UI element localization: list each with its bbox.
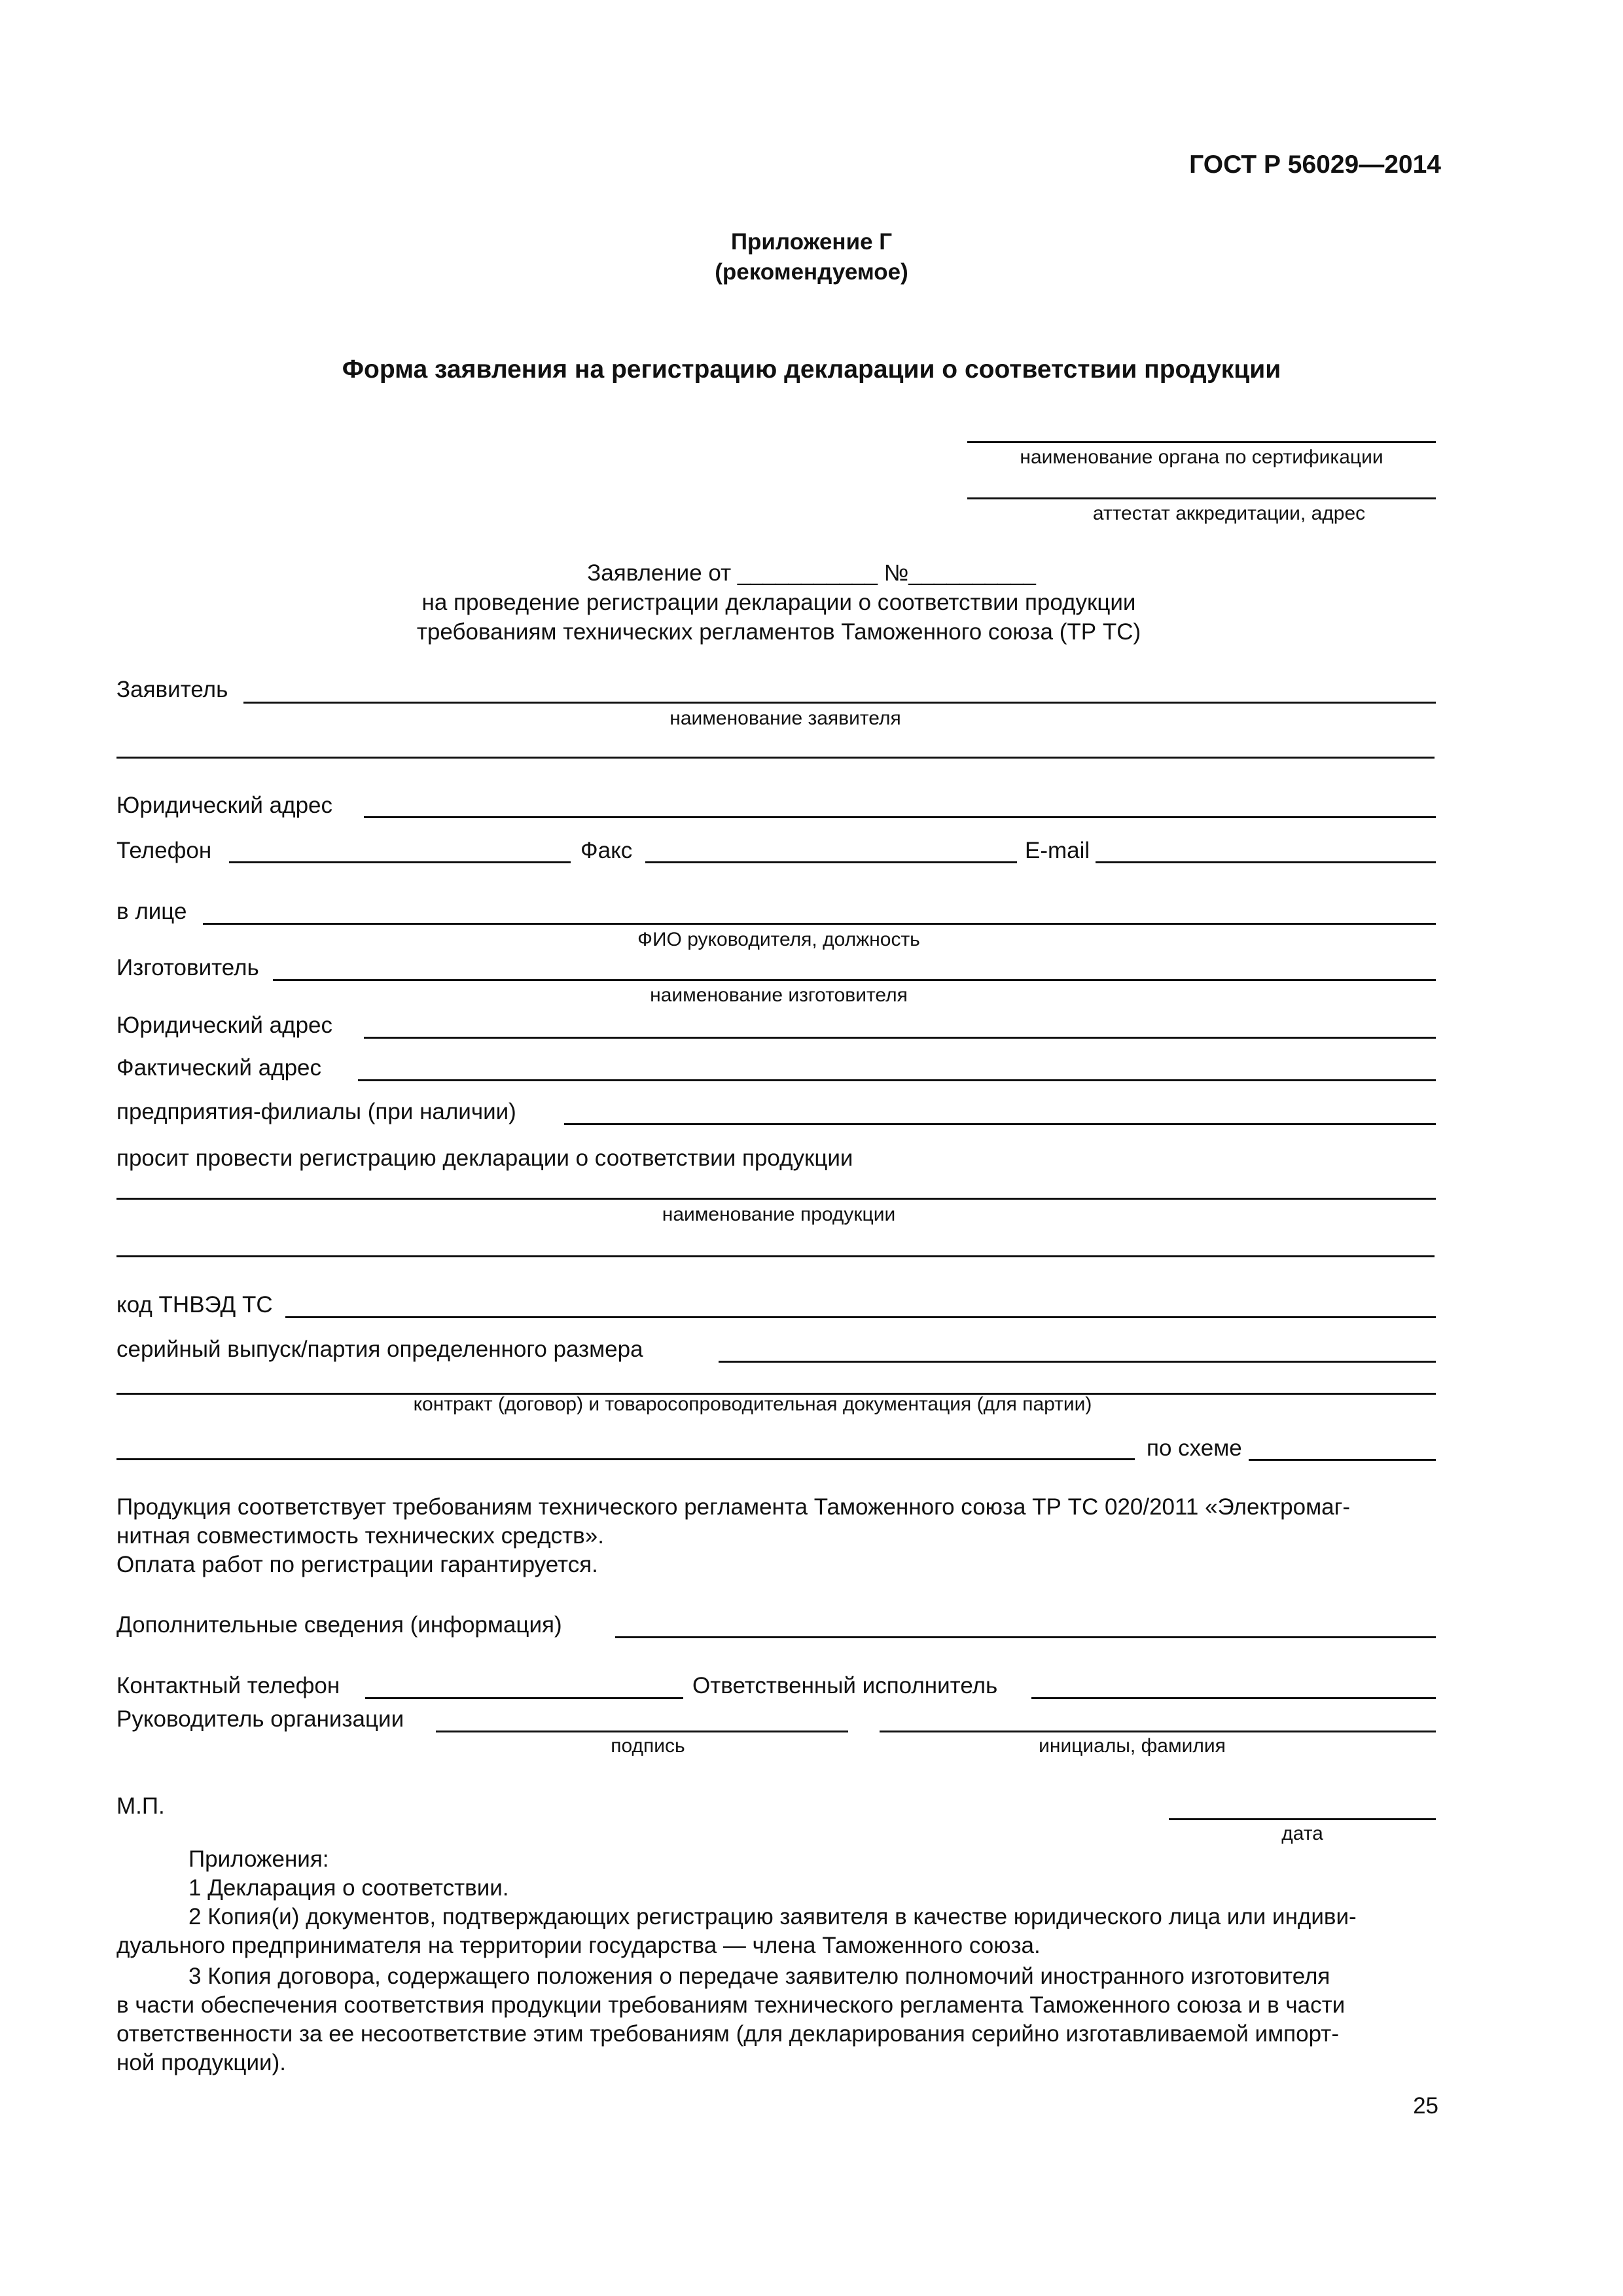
serial-batch-line: [719, 1361, 1436, 1363]
fax-label: Факс: [580, 838, 633, 863]
tnved-code-label: код ТНВЭД ТС: [116, 1292, 273, 1318]
applicant-name-field[interactable]: [243, 678, 1436, 700]
contact-phone-line: [365, 1697, 683, 1699]
branches-field[interactable]: [564, 1100, 1436, 1122]
application-date-number: Заявление от ___________ №__________: [587, 560, 1036, 586]
attachment-item-3-line-3: ответственности за ее несоответствие этим требованиям (для декларирования серийно изготавливаемой импорт-: [116, 2021, 1339, 2047]
tnved-code-line: [285, 1316, 1436, 1318]
attachment-item-2-line-1: 2 Копия(и) документов, подтверждающих регистрацию заявителя в качестве юридического лица или индиви-: [188, 1904, 1357, 1929]
scheme-label: по схеме: [1147, 1435, 1242, 1461]
applicant-name-line-2: [116, 757, 1435, 759]
applicant-name-caption: наименование заявителя: [669, 708, 901, 729]
certification-body-caption: наименование органа по сертификации: [1020, 446, 1383, 468]
represented-by-field[interactable]: [203, 900, 1436, 922]
product-name-line: [116, 1198, 1436, 1200]
fax-field[interactable]: [645, 838, 1017, 861]
applicant-legal-address-field[interactable]: [364, 793, 1436, 816]
manufacturer-legal-address-label: Юридический адрес: [116, 1013, 333, 1038]
manufacturer-legal-address-line: [364, 1037, 1436, 1039]
payment-guarantee-text: Оплата работ по регистрации гарантируется.: [116, 1552, 598, 1577]
additional-info-line: [615, 1636, 1436, 1638]
manufacturer-actual-address-label: Фактический адрес: [116, 1055, 322, 1081]
applicant-name-field-2[interactable]: [116, 734, 1435, 757]
product-name-line-2: [116, 1255, 1435, 1257]
scheme-line: [1249, 1459, 1436, 1461]
product-name-field-2[interactable]: [116, 1233, 1435, 1255]
accreditation-line: [967, 497, 1436, 499]
phone-field[interactable]: [229, 838, 571, 861]
branches-line: [564, 1123, 1436, 1125]
fax-line: [645, 861, 1017, 863]
attachment-item-3-line-2: в части обеспечения соответствия продукции требованиям технического регламента Таможенного союза и в части: [116, 1992, 1346, 2018]
manufacturer-name-line: [273, 979, 1436, 981]
branches-label: предприятия-филиалы (при наличии): [116, 1099, 516, 1124]
manufacturer-legal-address-field[interactable]: [364, 1014, 1436, 1036]
accreditation-caption: аттестат аккредитации, адрес: [1092, 503, 1366, 524]
initials-surname-line: [880, 1731, 1436, 1732]
form-title: Форма заявления на регистрацию декларации о соответствии продукции: [342, 355, 1281, 384]
contract-line-2: [116, 1458, 1135, 1460]
email-line: [1096, 861, 1436, 863]
responsible-person-label: Ответственный исполнитель: [692, 1673, 998, 1698]
product-name-caption: наименование продукции: [662, 1204, 896, 1225]
contract-field[interactable]: [116, 1371, 1436, 1393]
contract-caption: контракт (договор) и товаросопроводительная документация (для партии): [413, 1393, 1092, 1415]
phone-label: Телефон: [116, 838, 212, 863]
manufacturer-name-caption: наименование изготовителя: [650, 984, 908, 1006]
contact-phone-label: Контактный телефон: [116, 1673, 340, 1698]
initials-surname-field[interactable]: [880, 1708, 1436, 1730]
responsible-person-line: [1031, 1697, 1436, 1699]
organization-head-label: Руководитель организации: [116, 1706, 404, 1732]
compliance-text-line-2: нитная совместимость технических средств».: [116, 1523, 604, 1549]
standard-number: ГОСТ Р 56029—2014: [1189, 151, 1441, 179]
page-number: 25: [1413, 2093, 1438, 2119]
attachment-item-2-line-2: дуального предпринимателя на территории государства — члена Таможенного союза.: [116, 1933, 1041, 1958]
product-name-field[interactable]: [116, 1175, 1436, 1197]
attachments-heading: Приложения:: [188, 1846, 329, 1872]
applicant-name-line: [243, 702, 1436, 704]
attachment-item-3-line-1: 3 Копия договора, содержащего положения о передаче заявителю полномочий иностранного изготовителя: [188, 1964, 1330, 1989]
signature-caption: подпись: [611, 1735, 685, 1757]
application-subject: на проведение регистрации декларации о соответствии продукции: [421, 590, 1136, 615]
serial-batch-field[interactable]: [719, 1338, 1436, 1360]
compliance-text-line-1: Продукция соответствует требованиям технического регламента Таможенного союза ТР ТС 020/2011 «Электромаг-: [116, 1494, 1351, 1520]
represented-by-caption: ФИО руководителя, должность: [637, 929, 920, 950]
additional-info-field[interactable]: [615, 1613, 1436, 1636]
initials-surname-caption: инициалы, фамилия: [1039, 1735, 1226, 1757]
registration-request-text: просит провести регистрацию декларации о соответствии продукции: [116, 1145, 853, 1171]
certification-body-field[interactable]: [967, 419, 1436, 441]
tnved-code-field[interactable]: [285, 1293, 1436, 1316]
annex-status: (рекомендуемое): [715, 259, 908, 285]
accreditation-field[interactable]: [967, 475, 1436, 497]
application-requirements: требованиям технических регламентов Таможенного союза (ТР ТС): [416, 619, 1141, 645]
serial-batch-label: серийный выпуск/партия определенного размера: [116, 1336, 643, 1362]
email-label: E-mail: [1025, 838, 1090, 863]
manufacturer-label: Изготовитель: [116, 955, 259, 980]
date-field[interactable]: [1169, 1795, 1436, 1818]
scheme-field[interactable]: [1249, 1436, 1436, 1458]
seal-label: М.П.: [116, 1793, 165, 1819]
responsible-person-field[interactable]: [1031, 1674, 1436, 1696]
manufacturer-actual-address-line: [358, 1079, 1436, 1081]
represented-by-line: [203, 923, 1436, 925]
applicant-legal-address-label: Юридический адрес: [116, 793, 333, 818]
certification-body-line: [967, 441, 1436, 443]
attachment-item-3-line-4: ной продукции).: [116, 2050, 286, 2075]
manufacturer-name-field[interactable]: [273, 956, 1436, 978]
signature-field[interactable]: [436, 1708, 848, 1730]
applicant-legal-address-line: [364, 816, 1436, 818]
date-line: [1169, 1818, 1436, 1820]
attachment-item-1: 1 Декларация о соответствии.: [188, 1875, 509, 1901]
signature-line: [436, 1731, 848, 1732]
manufacturer-actual-address-field[interactable]: [358, 1056, 1436, 1079]
applicant-label: Заявитель: [116, 677, 228, 702]
contact-phone-field[interactable]: [365, 1674, 683, 1696]
phone-line: [229, 861, 571, 863]
contract-field-2[interactable]: [116, 1436, 1135, 1458]
additional-info-label: Дополнительные сведения (информация): [116, 1612, 562, 1638]
email-field[interactable]: [1096, 838, 1436, 861]
annex-label: Приложение Г: [730, 229, 893, 255]
date-caption: дата: [1281, 1823, 1323, 1844]
represented-by-label: в лице: [116, 899, 187, 924]
